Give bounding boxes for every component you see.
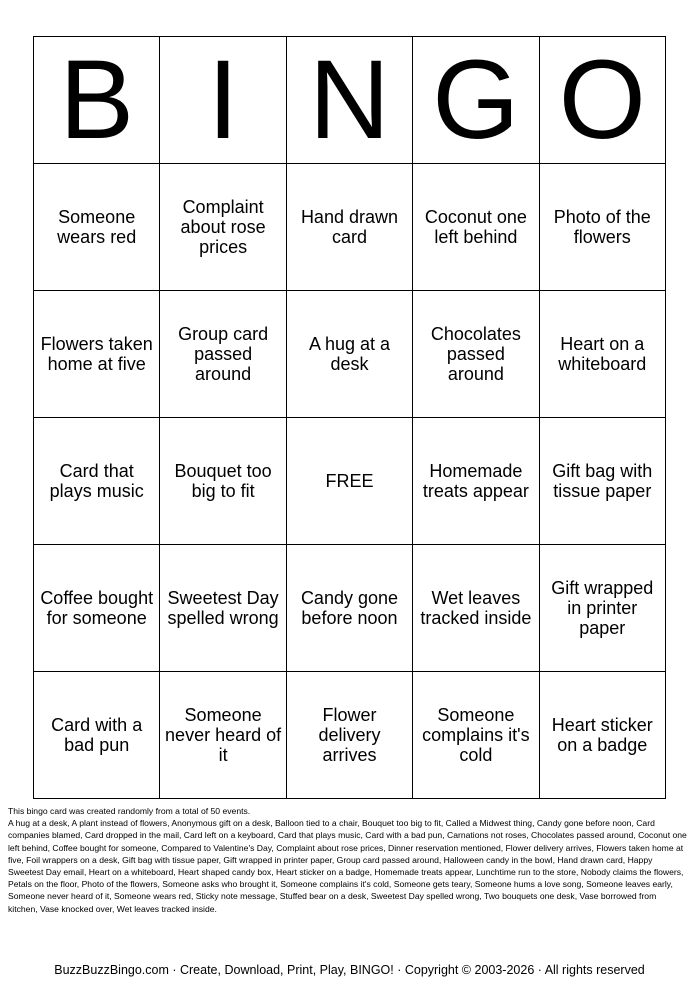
bingo-cell: Homemade treats appear xyxy=(413,418,539,545)
bingo-cell: Card that plays music xyxy=(34,418,160,545)
bingo-cell: Photo of the flowers xyxy=(539,164,665,291)
events-info xyxy=(8,805,688,915)
bingo-cell: Bouquet too big to fit xyxy=(160,418,286,545)
card-row-4 xyxy=(34,545,666,672)
bingo-cell: A hug at a desk xyxy=(286,291,412,418)
free-space-cell: FREE xyxy=(286,418,412,545)
bingo-cell: Wet leaves tracked inside xyxy=(413,545,539,672)
bingo-cell: Flowers taken home at five xyxy=(34,291,160,418)
bingo-cell: Heart sticker on a badge xyxy=(539,672,665,799)
header-letter-o: O xyxy=(539,37,665,164)
card-row-2 xyxy=(34,291,666,418)
card-row-5 xyxy=(34,672,666,799)
site-footer: BuzzBuzzBingo.com · Create, Download, Print, Play, BINGO! · Copyright © 2003-2026 · All rights reserved xyxy=(54,963,645,977)
bingo-cell: Gift bag with tissue paper xyxy=(539,418,665,545)
header-letter-n: N xyxy=(286,37,412,164)
header-letter-i: I xyxy=(160,37,286,164)
events-intro: This bingo card was created randomly from a total of 50 events. xyxy=(8,806,251,816)
header-row xyxy=(34,37,666,164)
bingo-cell: Gift wrapped in printer paper xyxy=(539,545,665,672)
bingo-cell: Coconut one left behind xyxy=(413,164,539,291)
bingo-cell: Flower delivery arrives xyxy=(286,672,412,799)
bingo-cell: Sweetest Day spelled wrong xyxy=(160,545,286,672)
bingo-cell: Group card passed around xyxy=(160,291,286,418)
bingo-cell: Coffee bought for someone xyxy=(34,545,160,672)
card-row-1 xyxy=(34,164,666,291)
bingo-cell: Hand drawn card xyxy=(286,164,412,291)
bingo-cell: Heart on a whiteboard xyxy=(539,291,665,418)
card-row-3 xyxy=(34,418,666,545)
header-letter-g: G xyxy=(413,37,539,164)
bingo-cell: Candy gone before noon xyxy=(286,545,412,672)
bingo-cell: Someone complains it's cold xyxy=(413,672,539,799)
bingo-cell: Card with a bad pun xyxy=(34,672,160,799)
bingo-cell: Someone never heard of it xyxy=(160,672,286,799)
header-letter-b: B xyxy=(34,37,160,164)
events-list: A hug at a desk, A plant instead of flowers, Anonymous gift on a desk, Balloon tied to a chair, Bouquet too big to fit, Called a Midwest thing, Candy gone before noon, Card companies blamed, Card dropped in the mail, Card left on a keyboard, Card that plays music, Card with a bad pun, Carnations not roses, Chocolates passed around, Coconut one left behind, Coffee bought for someone, Compared to Valentine's Day, Complaint about rose prices, Dinner reservation mentioned, Flower delivery arrives, Flowers taken home at five, Foil wrappers on a desk, Gift bag with tissue paper, Gift wrapped in printer paper, Group card passed around, Halloween candy in the bowl, Hand drawn card, Happy Sweetest Day email, Heart on a whiteboard, Heart shaped candy box, Heart sticker on a badge, Homemade treats appear, Lunchtime run to the store, Nobody claims the flowers, Petals on the floor, Photo of the flowers, Someone asks who brought it, Someone complains it's cold, Someone gets teary, Someone hums a love song, Someone leaves early, Someone never heard of it, Someone wears red, Sticky note message, Stuffed bear on a desk, Sweetest Day spelled wrong, Two bouquets one desk, Vase borrowed from kitchen, Vase knocked over, Wet leaves tracked inside. xyxy=(8,818,687,914)
bingo-cell: Complaint about rose prices xyxy=(160,164,286,291)
bingo-cell: Chocolates passed around xyxy=(413,291,539,418)
bingo-cell: Someone wears red xyxy=(34,164,160,291)
bingo-card xyxy=(33,36,666,799)
